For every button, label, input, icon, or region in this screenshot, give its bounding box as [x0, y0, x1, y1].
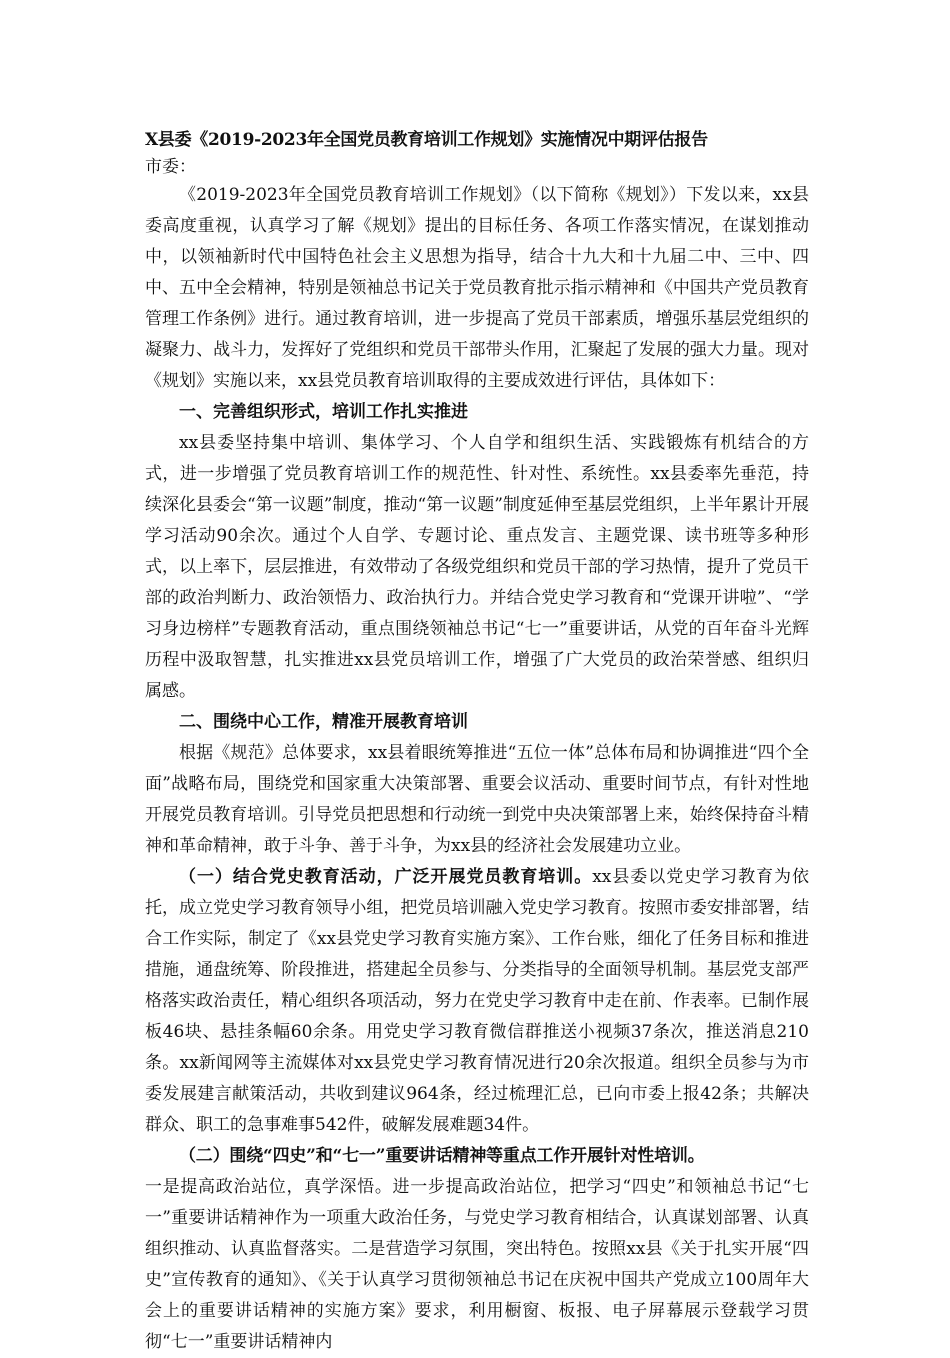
section-1-paragraph: xx县委坚持集中培训、集体学习、个人自学和组织生活、实践锻炼有机结合的方式，进一步增强了党员教育培训工作的规范性、针对性、系统性。xx县委率先垂范，持续深化县委会“第一议题”制度，推动“第一议题”制度延伸至基层党组织，上半年累计开展学习活动90余次。通过个人自学、专题讨论、重点发言、主题党课、读书班等多种形式，以上率下，层层推进，有效带动了各级党组织和党员干部的学习热情，提升了党员干部的政治判断力、政治领悟力、政治执行力。并结合党史学习教育和“党课开讲啦”、“学习身边榜样”专题教育活动，重点围绕领袖总书记“七一”重要讲话，从党的百年奋斗光辉历程中汲取智慧，扎实推进xx县党员培训工作，增强了广大党员的政治荣誉感、组织归属感。 [145, 433, 809, 701]
subsection-2-paragraph: 一是提高政治站位，真学深悟。进一步提高政治站位，把学习“四史”和领袖总书记“七一”重要讲话精神作为一项重大政治任务，与党史学习教育相结合，认真谋划部署、认真组织推动、认真监督落实。二是营造学习氛围，突出特色。按照xx县《关于扎实开展“四史”宣传教育的通知》、《关于认真学习贯彻领袖总书记在庆祝中国共产党成立100周年大会上的重要讲话精神的实施方案》要求，利用橱窗、板报、电子屏幕展示登载学习贯彻“七一”重要讲话精神内 [145, 1177, 809, 1352]
document-title: X县委《2019-2023年全国党员教育培训工作规划》实施情况中期评估报告 [145, 130, 708, 150]
section-1-heading: 一、完善组织形式，培训工作扎实推进 [179, 402, 468, 422]
salutation: 市委： [145, 157, 196, 177]
subsection-2-heading: （二）围绕“四史”和“七一”重要讲话精神等重点工作开展针对性培训。 [179, 1146, 705, 1166]
section-2-heading: 二、围绕中心工作，精准开展教育培训 [179, 712, 468, 732]
subsection-1-heading: （一）结合党史教育活动，广泛开展党员教育培训。 [179, 867, 593, 887]
document-page [145, 118, 809, 1358]
subsection-1-body: xx县委以党史学习教育为依托，成立党史学习教育领导小组，把党员培训融入党史学习教育。按照市委安排部署，结合工作实际，制定了《xx县党史学习教育实施方案》、工作台账，细化了任务目标和推进措施，通盘统筹、阶段推进，搭建起全员参与、分类指导的全面领导机制。基层党支部严格落实政治责任，精心组织各项活动，努力在党史学习教育中走在前、作表率。已制作展板46块、悬挂条幅60余条。用党史学习教育微信群推送小视频37条次，推送消息210条。xx新闻网等主流媒体对xx县党史学习教育情况进行20余次报道。组织全员参与为市委发展建言献策活动，共收到建议964条，经过梳理汇总，已向市委上报42条；共解决群众、职工的急事难事542件，破解发展难题34件。 [145, 867, 809, 1135]
intro-paragraph: 《2019-2023年全国党员教育培训工作规划》（以下简称《规划》）下发以来，xx县委高度重视，认真学习了解《规划》提出的目标任务、各项工作落实情况，在谋划推动中，以领袖新时代中国特色社会主义思想为指导，结合十九大和十九届二中、三中、四中、五中全会精神，特别是领袖总书记关于党员教育批示指示精神和《中国共产党员教育管理工作条例》进行。通过教育培训，进一步提高了党员干部素质，增强乐基层党组织的凝聚力、战斗力，发挥好了党组织和党员干部带头作用，汇聚起了发展的强大力量。现对《规划》实施以来，xx县党员教育培训取得的主要成效进行评估，具体如下： [145, 185, 809, 391]
subsection-1-paragraph [145, 862, 809, 1141]
section-2-paragraph: 根据《规范》总体要求，xx县着眼统筹推进“五位一体”总体布局和协调推进“四个全面”战略布局，围绕党和国家重大决策部署、重要会议活动、重要时间节点，有针对性地开展党员教育培训。引导党员把思想和行动统一到党中央决策部署上来，始终保持奋斗精神和革命精神，敢于斗争、善于斗争，为xx县的经济社会发展建功立业。 [145, 743, 809, 856]
